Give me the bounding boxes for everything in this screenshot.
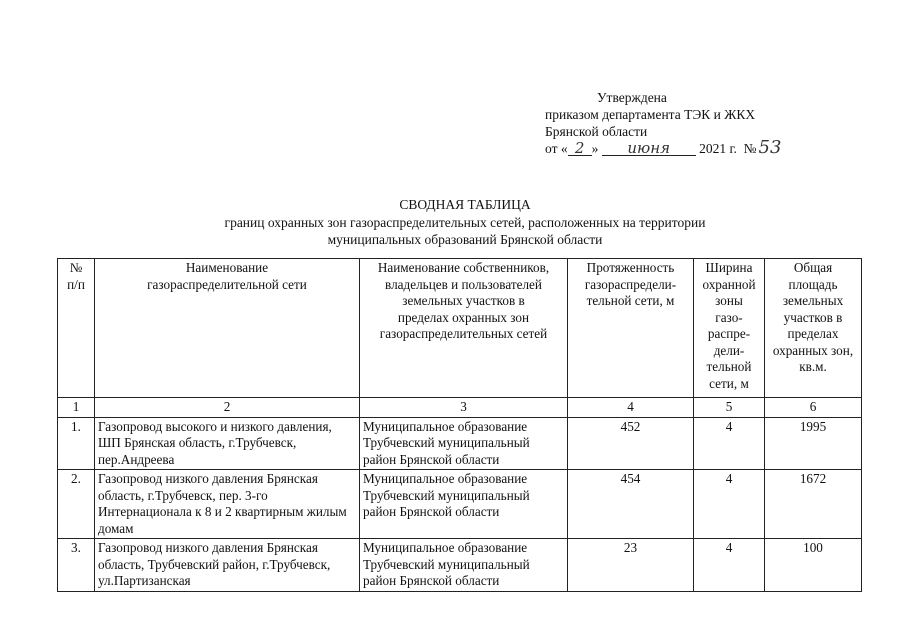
header-cell-owners — [360, 259, 568, 398]
approval-region-line: Брянской области — [545, 124, 648, 139]
zone-width: 4 — [694, 470, 765, 539]
approval-block — [545, 89, 845, 157]
header-line: охранных зон, — [772, 342, 854, 358]
network-name: Газопровод высокого и низкого давления, ШП Брянская область, г.Трубчевск, пер.Андреева — [95, 417, 360, 470]
document-title: СВОДНАЯ ТАБЛИЦА — [399, 197, 531, 212]
header-line: охранной — [702, 276, 756, 292]
summary-table — [57, 258, 862, 592]
table-row — [58, 539, 862, 592]
header-row — [58, 259, 862, 398]
header-line: газо- — [715, 309, 743, 325]
header-line: газораспределительной сети — [147, 276, 307, 292]
header-line: сети, м — [709, 375, 749, 391]
header-line: распре- — [707, 326, 751, 341]
owner-name: Муниципальное образование Трубчевский муниципальный район Брянской области — [360, 470, 568, 539]
date-mid: » — [591, 141, 599, 156]
network-name: Газопровод низкого давления Брянская область, г.Трубчевск, пер. 3-го Интернационала к 8 и 2 квартирным жилым домам — [95, 470, 360, 539]
document-subtitle-line2: муниципальных образований Брянской области — [327, 232, 603, 247]
header-line: кв.м. — [799, 359, 827, 374]
table-row — [58, 417, 862, 470]
header-line: пределах — [787, 326, 839, 341]
column-number: 5 — [694, 398, 765, 418]
header-cell-width — [694, 259, 765, 398]
header-line: газораспределительных сетей — [379, 326, 548, 341]
date-prefix: от « — [545, 141, 568, 156]
header-line: дели- — [713, 342, 745, 358]
header-line: Наименование собственников, — [377, 260, 550, 275]
column-number: 6 — [765, 398, 862, 418]
number-handwritten: 53 — [758, 137, 782, 158]
date-month-handwritten: июня — [602, 141, 696, 156]
header-line: земельных участков в — [402, 293, 525, 308]
network-length: 452 — [568, 417, 694, 470]
header-line: Протяженность — [586, 260, 675, 275]
header-line: земельных — [782, 293, 844, 308]
header-line: Общая — [793, 260, 833, 275]
header-line: площадь — [788, 276, 838, 292]
header-line: Наименование — [185, 260, 269, 275]
zone-area: 100 — [765, 539, 862, 592]
zone-area: 1672 — [765, 470, 862, 539]
zone-width: 4 — [694, 539, 765, 592]
header-cell-network — [95, 259, 360, 398]
header-line: участков в — [783, 309, 843, 325]
approval-order-line: приказом департамента ТЭК и ЖКХ — [545, 107, 756, 122]
column-number: 3 — [360, 398, 568, 418]
header-line: газораспредели- — [584, 276, 677, 292]
header-line: зоны — [715, 293, 743, 308]
approval-title: Утверждена — [597, 90, 667, 105]
header-line: пределах охранных зон — [397, 309, 530, 325]
header-cell-number — [58, 259, 95, 398]
column-number: 2 — [95, 398, 360, 418]
row-number: 1. — [58, 417, 95, 470]
zone-width: 4 — [694, 417, 765, 470]
header-line: тельной — [706, 359, 752, 374]
owner-name: Муниципальное образование Трубчевский муниципальный район Брянской области — [360, 539, 568, 592]
row-number: 3. — [58, 539, 95, 592]
date-year: 2021 г. — [699, 141, 737, 156]
header-line: Ширина — [705, 260, 753, 275]
zone-area: 1995 — [765, 417, 862, 470]
header-cell-area — [765, 259, 862, 398]
date-day-handwritten: 2 — [568, 141, 592, 156]
header-cell-length — [568, 259, 694, 398]
network-name: Газопровод низкого давления Брянская область, Трубчевский район, г.Трубчевск, ул.Партизанская — [95, 539, 360, 592]
document-subtitle-line1: границ охранных зон газораспределительных сетей, расположенных на территории — [224, 215, 706, 230]
row-number: 2. — [58, 470, 95, 539]
header-line: владельцев и пользователей — [385, 276, 542, 292]
header-line: тельной сети, м — [586, 293, 675, 308]
approval-date-line — [545, 137, 845, 158]
header-line: п/п — [67, 276, 85, 292]
table-row — [58, 470, 862, 539]
network-length: 23 — [568, 539, 694, 592]
header-line: № — [69, 260, 83, 275]
document-heading — [150, 196, 780, 248]
owner-name: Муниципальное образование Трубчевский муниципальный район Брянской области — [360, 417, 568, 470]
column-number-row — [58, 398, 862, 418]
column-number: 1 — [58, 398, 95, 418]
column-number: 4 — [568, 398, 694, 418]
number-label: № — [743, 141, 757, 156]
network-length: 454 — [568, 470, 694, 539]
